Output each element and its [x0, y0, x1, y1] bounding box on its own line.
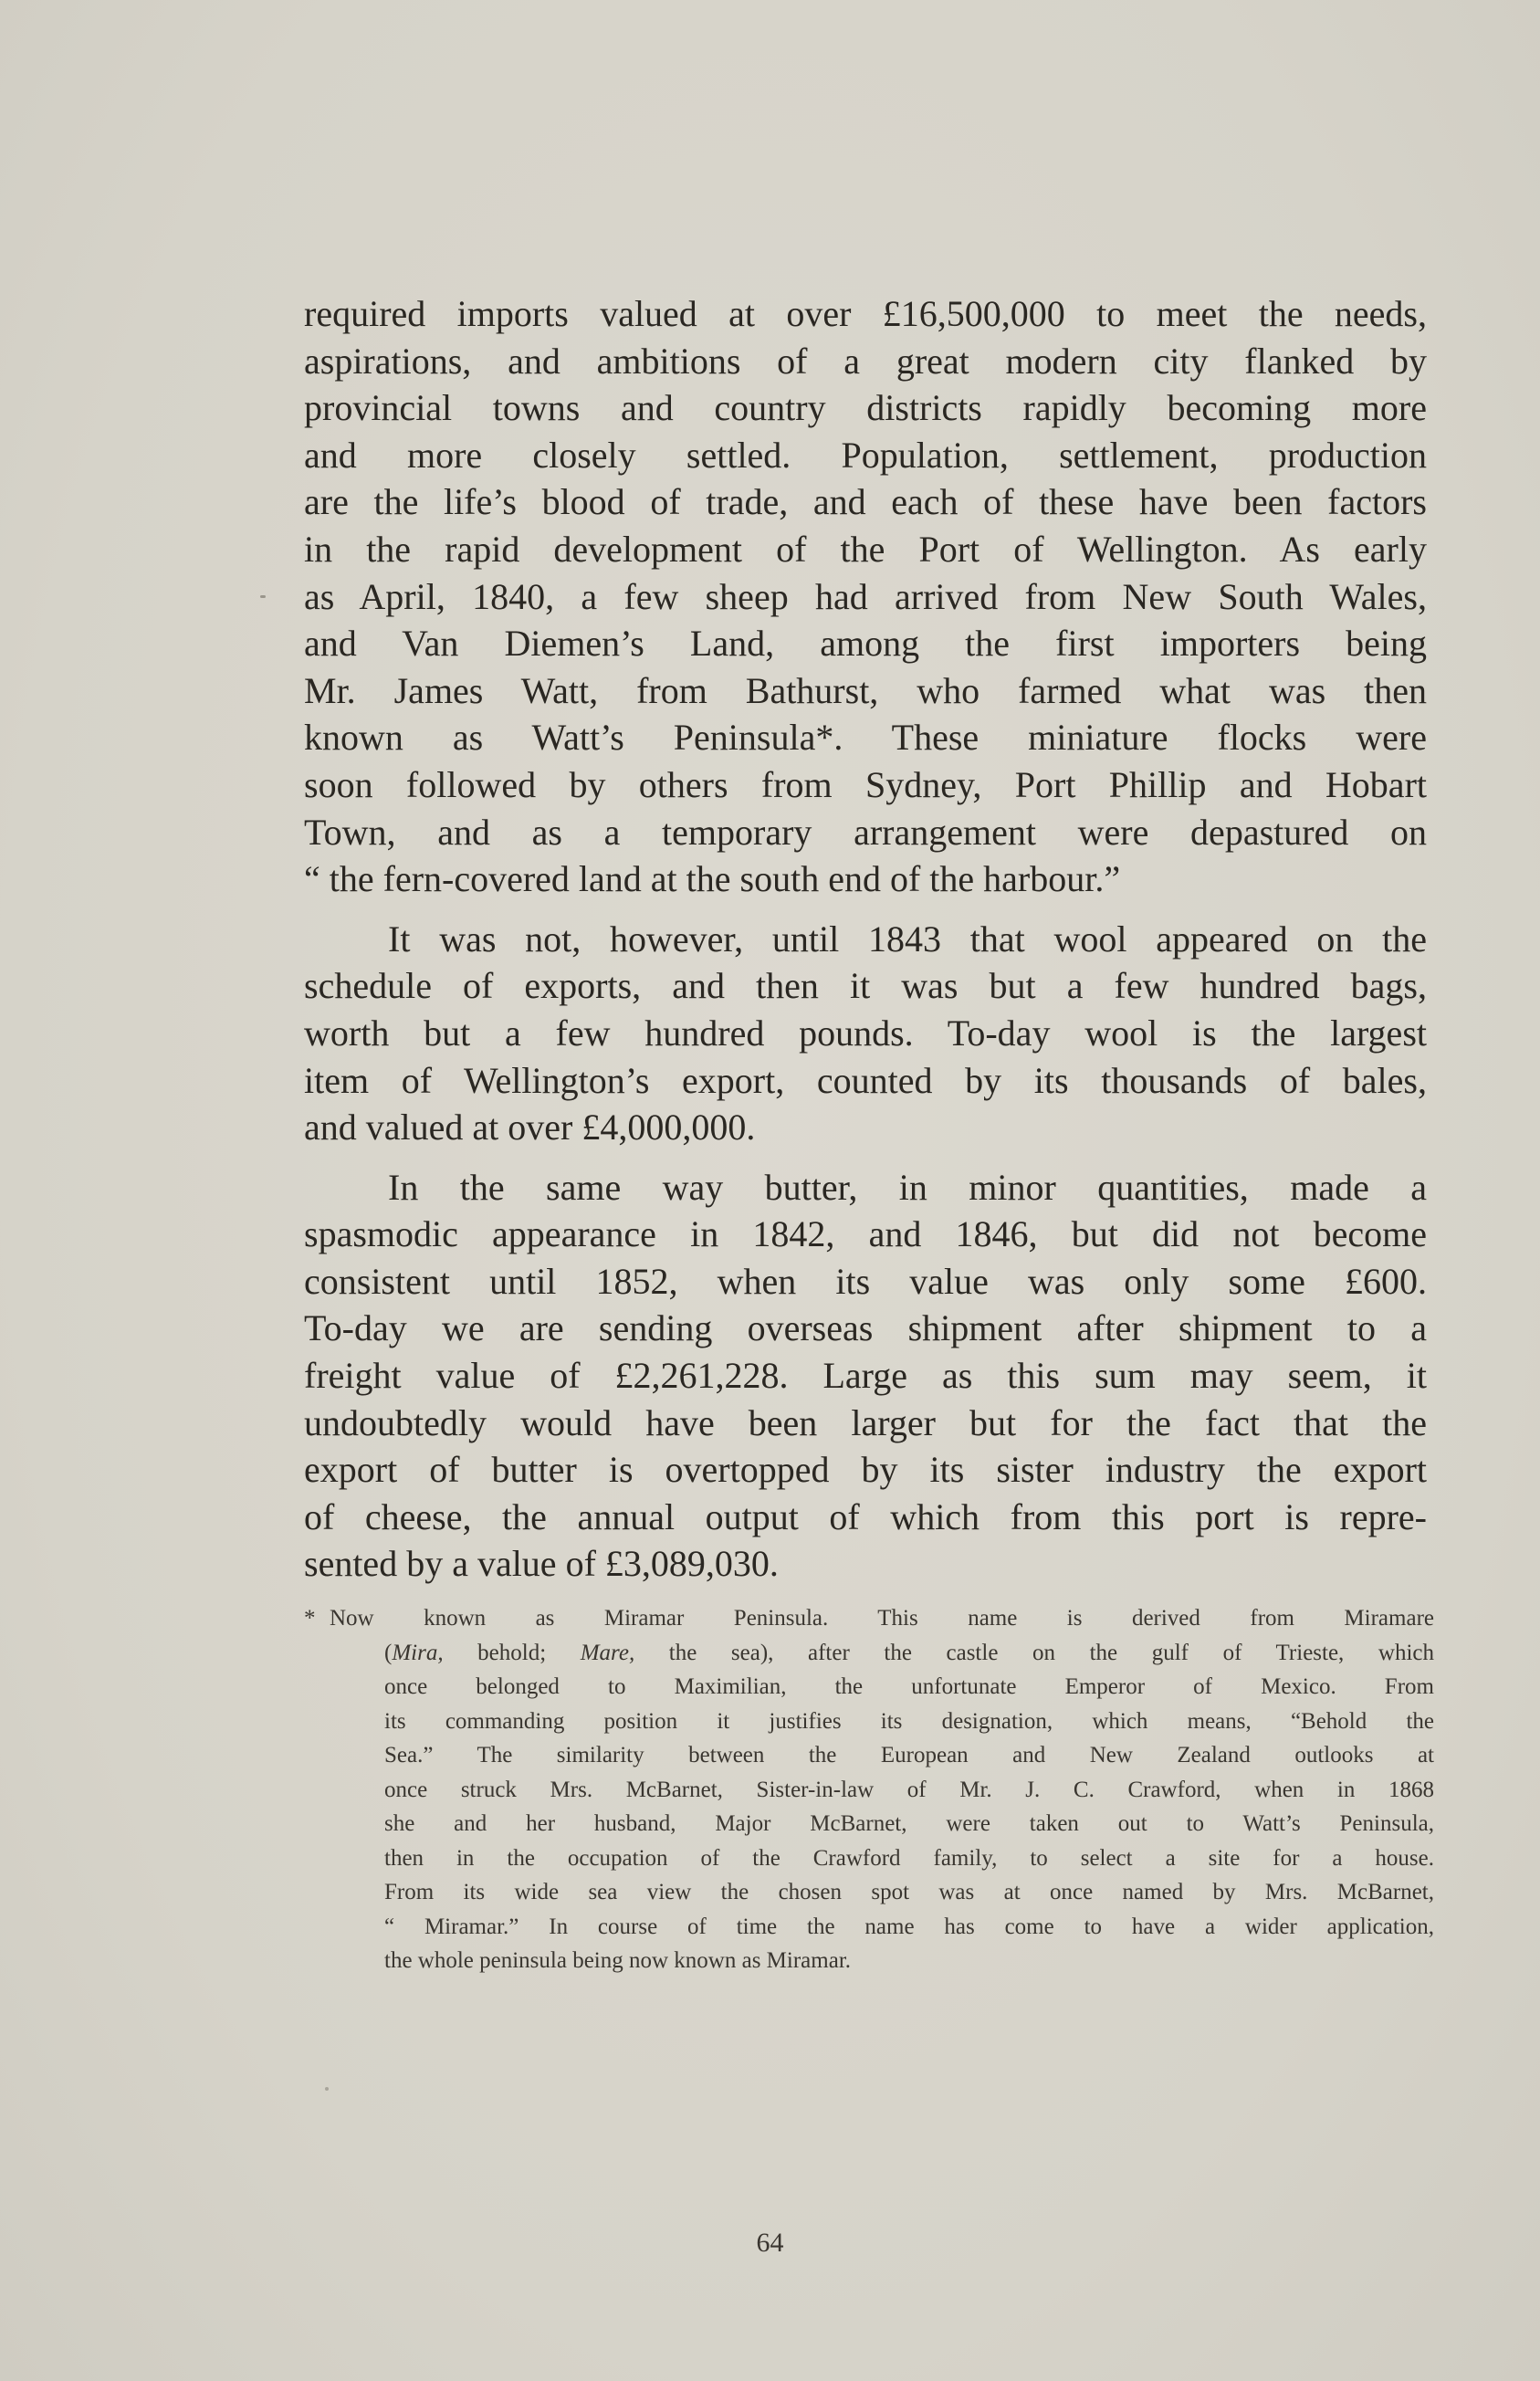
footnote-marker: *: [304, 1606, 316, 1631]
text-line: freight value of £2,261,228. Large as this sum may seem, it: [304, 1355, 1427, 1397]
text-line: schedule of exports, and then it was but a few hundred bags,: [304, 965, 1427, 1007]
text-line: undoubtedly would have been larger but for the fact that the: [304, 1401, 1427, 1443]
text-line: Town, and as a temporary arrangement were depastured on: [304, 811, 1427, 853]
text-line: It was not, however, until 1843 that wool appeared on the: [388, 918, 1427, 960]
paragraph-2: [304, 916, 1427, 1151]
text-line: of cheese, the annual output of which from this port is repre-: [304, 1495, 1427, 1537]
footnote-text: behold;: [443, 1640, 581, 1665]
text-line: soon followed by others from Sydney, Port Phillip and Hobart: [304, 763, 1427, 805]
text-line: known as Watt’s Peninsula*. These miniature flocks were: [304, 717, 1427, 759]
paragraph-gap: [304, 1151, 1427, 1164]
text-line: export of butter is overtopped by its sister industry the export: [304, 1449, 1427, 1491]
paragraph-1: [304, 290, 1427, 903]
text-line: consistent until 1852, when its value was only some £600.: [304, 1260, 1427, 1302]
text-line: To-day we are sending overseas shipment after shipment to a: [304, 1307, 1427, 1349]
footnote-line: then in the occupation of the Crawford family, to select a site for a house.: [384, 1845, 1434, 1871]
footnote-line: “ Miramar.” In course of time the name has come to have a wider application,: [384, 1914, 1434, 1939]
text-line: In the same way butter, in minor quantities, made a: [388, 1166, 1427, 1208]
text-line: sented by a value of £3,089,030.: [304, 1543, 779, 1585]
footnote-line: [304, 1636, 1434, 1671]
footnote-line: the whole peninsula being now known as Miramar.: [384, 1948, 852, 1973]
text-line: provincial towns and country districts rapidly becoming more: [304, 387, 1427, 429]
text-line: aspirations, and ambitions of a great modern city flanked by: [304, 340, 1427, 382]
paper-speck: [325, 2087, 329, 2091]
text-line: “ the fern-covered land at the south end of the harbour.”: [304, 858, 1121, 900]
footnote-text: the sea), after the castle on the gulf of Trieste, which: [634, 1640, 1434, 1665]
text-line: and Van Diemen’s Land, among the first importers being: [304, 623, 1427, 665]
footnote-line: [304, 1601, 1434, 1636]
footnote-text: Now known as Miramar Peninsula. This name is derived from Miramare: [330, 1606, 1434, 1631]
footnote-line: once struck Mrs. McBarnet, Sister-in-law of Mr. J. C. Crawford, when in 1868: [384, 1777, 1434, 1802]
text-line: spasmodic appearance in 1842, and 1846, but did not become: [304, 1213, 1427, 1255]
footnote-line: its commanding position it justifies its designation, which means, “Behold the: [384, 1708, 1434, 1734]
text-line: worth but a few hundred pounds. To-day wool is the largest: [304, 1012, 1427, 1054]
footnote-text: (: [384, 1640, 393, 1665]
footnote-line: she and her husband, Major McBarnet, were taken out to Watt’s Peninsula,: [384, 1811, 1434, 1836]
footnote-italic-mira: Mira,: [392, 1640, 444, 1665]
text-line: in the rapid development of the Port of Wellington. As early: [304, 528, 1427, 570]
footnote-line: From its wide sea view the chosen spot was at once named by Mrs. McBarnet,: [384, 1880, 1434, 1904]
footnote-line: Sea.” The similarity between the European and New Zealand outlooks at: [384, 1743, 1434, 1767]
text-line: as April, 1840, a few sheep had arrived from New South Wales,: [304, 575, 1427, 617]
paragraph-3: [304, 1164, 1427, 1588]
footnote-line: once belonged to Maximilian, the unfortunate Emperor of Mexico. From: [384, 1674, 1434, 1699]
footnote: [304, 1601, 1434, 1978]
text-line: are the life’s blood of trade, and each of these have been factors: [304, 481, 1427, 523]
text-line: and more closely settled. Population, settlement, production: [304, 434, 1427, 476]
text-line: Mr. James Watt, from Bathurst, who farmed what was then: [304, 669, 1427, 711]
paragraph-gap: [304, 903, 1427, 916]
text-line: and valued at over £4,000,000.: [304, 1107, 756, 1149]
page-number: 64: [756, 2228, 784, 2258]
footnote-italic-mare: Mare,: [580, 1640, 635, 1665]
text-line: required imports valued at over £16,500,000 to meet the needs,: [304, 293, 1427, 334]
margin-mark: [260, 595, 266, 598]
text-line: item of Wellington’s export, counted by its thousands of bales,: [304, 1059, 1427, 1101]
body-text: [304, 290, 1427, 1588]
